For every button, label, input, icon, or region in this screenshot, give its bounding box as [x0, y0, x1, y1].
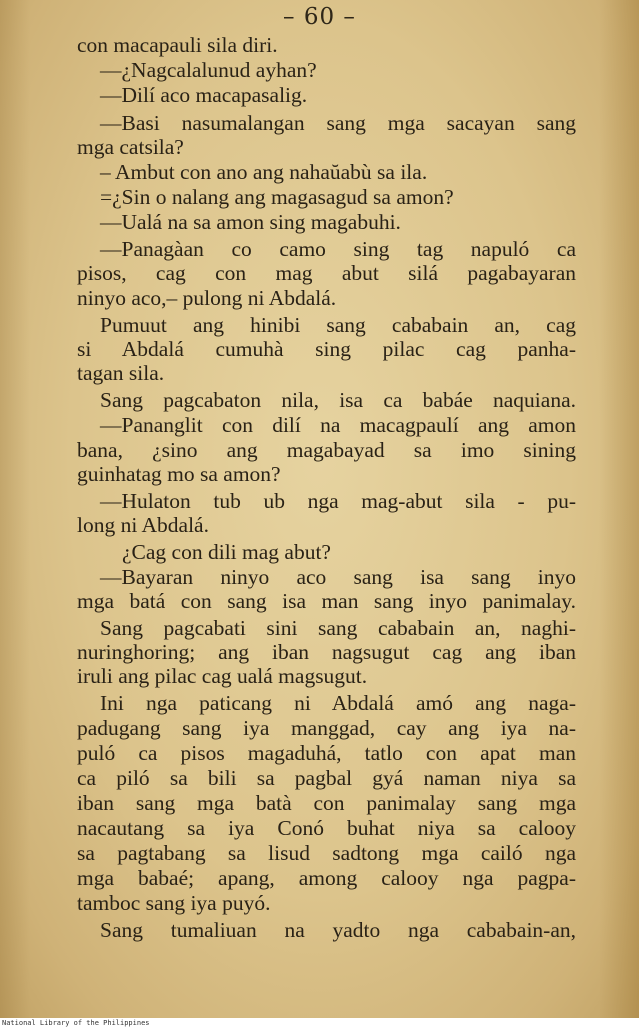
text-line: —Basi nasumalangan sang mga sacayan sang — [100, 111, 576, 135]
text-line: Pumuut ang hinibi sang cababain an, cag — [100, 313, 576, 337]
text-line: nacautang sa iya Conó buhat niya sa calooy — [77, 816, 576, 840]
text-line: iban sang mga batà con panimalay sang mga — [77, 791, 576, 815]
text-line: Sang pagcabaton nila, isa ca babáe naquiana. — [100, 388, 576, 412]
text-line: si Abdalá cumuhà sing pilac cag panha- — [77, 337, 576, 361]
text-line: padugang sang iya manggad, cay ang iya na- — [77, 716, 576, 740]
text-line: ¿Cag con dili mag abut? — [122, 540, 331, 564]
text-line: —Ualá na sa amon sing magabuhi. — [100, 210, 401, 234]
text-line: tagan sila. — [77, 361, 165, 385]
text-line: —Dilí aco macapasalig. — [100, 83, 308, 107]
text-line: bana, ¿sino ang magabayad sa imo sining — [77, 438, 576, 462]
text-line: iruli ang pilac cag ualá magsugut. — [77, 664, 368, 688]
text-line: – Ambut con ano ang nahaŭabù sa ila. — [100, 160, 428, 184]
text-line: sa pagtabang sa lisud sadtong mga cailó nga — [77, 841, 576, 865]
text-line: mga batá con sang isa man sang inyo panimalay. — [77, 589, 576, 613]
text-line: Sang tumaliuan na yadto nga cababain-an, — [100, 918, 576, 942]
text-line: long ni Abdalá. — [77, 513, 209, 537]
text-line: mga babaé; apang, among calooy nga pagpa- — [77, 866, 576, 890]
text-line: Sang pagcabati sini sang cababain an, naghi- — [100, 616, 576, 640]
text-line: —Pananglit con dilí na macagpaulí ang amon — [100, 413, 576, 437]
page-number: – 60 – — [283, 4, 356, 30]
text-line: ninyo aco,– pulong ni Abdalá. — [77, 286, 337, 310]
text-line: —Hulaton tub ub nga mag-abut sila - pu- — [100, 489, 576, 513]
text-line: —Bayaran ninyo aco sang isa sang inyo — [100, 565, 576, 589]
text-line: —Panagàan co camo sing tag napuló ca — [100, 237, 576, 261]
text-line: nuringhoring; ang iban nagsugut cag ang iban — [77, 640, 576, 664]
text-line: pisos, cag con mag abut silá pagabayaran — [77, 261, 576, 285]
page-shadow-left — [0, 0, 30, 1018]
text-line: puló ca pisos magaduhá, tatlo con apat man — [77, 741, 576, 765]
page-shadow-right — [599, 0, 639, 1018]
text-line: ca piló sa bili sa pagbal gyá naman niya sa — [77, 766, 576, 790]
text-line: —¿Nagcalalunud ayhan? — [100, 58, 317, 82]
text-line: =¿Sin o nalang ang magasagud sa amon? — [100, 185, 454, 209]
text-line: tamboc sang iya puyó. — [77, 891, 271, 915]
text-line: mga catsila? — [77, 135, 184, 159]
text-line: con macapauli sila diri. — [77, 33, 278, 57]
text-line: guinhatag mo sa amon? — [77, 462, 281, 486]
footer-credit: National Library of the Philippines — [2, 1019, 150, 1027]
text-line: Ini nga paticang ni Abdalá amó ang naga- — [100, 691, 576, 715]
